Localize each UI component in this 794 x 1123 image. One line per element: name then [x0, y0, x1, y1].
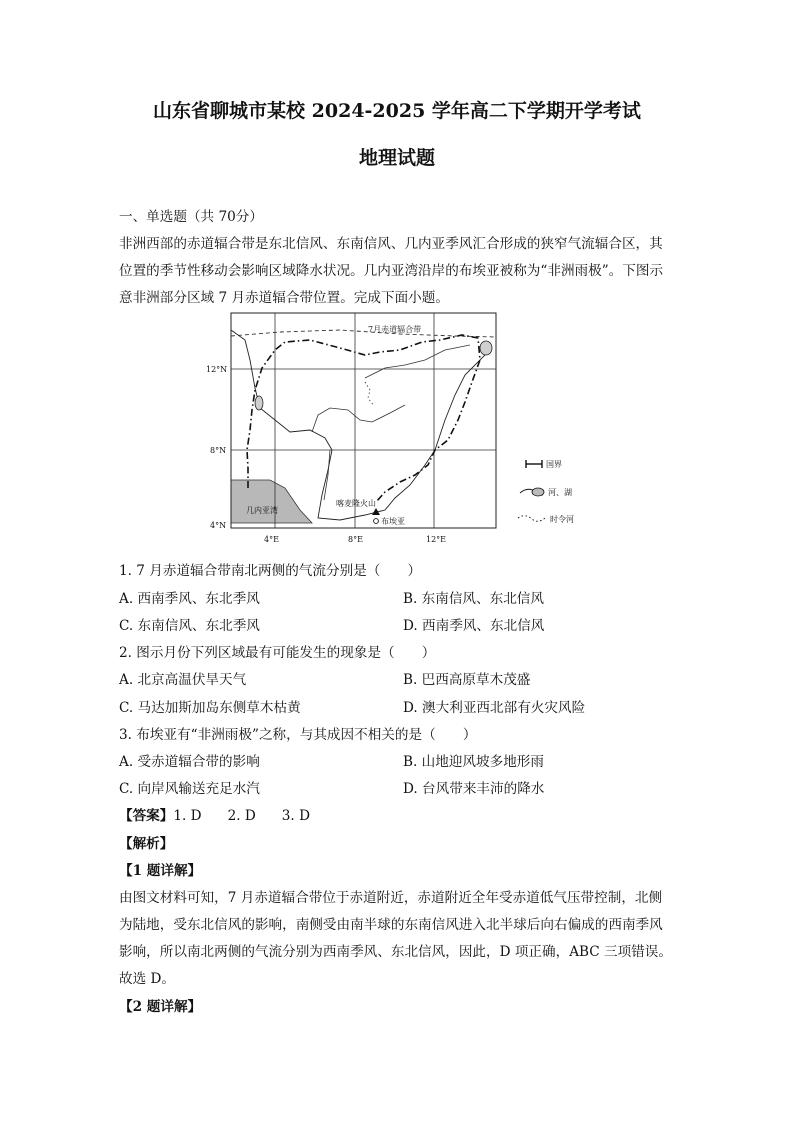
- option-a: A. 受赤道辐合带的影响: [119, 754, 260, 770]
- lake: [255, 396, 263, 410]
- passage-line: 意非洲部分区域 7 月赤道辐合带位置。完成下面小题。: [119, 290, 449, 306]
- answer-item: 2. D: [227, 808, 256, 824]
- question-stem: 1. 7 月赤道辐合带南北两侧的气流分别是（ ）: [119, 563, 422, 579]
- lon-label: 4°E: [264, 535, 279, 544]
- answer-item: 1. D: [173, 808, 202, 824]
- paper-title: 山东省聊城市某校 2024-2025 学年高二下学期开学考试: [153, 100, 641, 122]
- legend-river-label: 河、湖: [548, 488, 572, 497]
- explanation-line: 故选 D。: [119, 971, 176, 987]
- explanation-line: 为陆地，受东北信风的影响，南侧受由南半球的东南信风进入北半球后向右偏成的西南季风: [119, 917, 663, 933]
- africa-itcz-map: [200, 310, 600, 546]
- itcz-label: 7月赤道辐合带: [368, 325, 422, 334]
- option-d: D. 西南季风、东北信风: [403, 618, 545, 634]
- gulf-label: 几内亚湾: [246, 506, 278, 515]
- option-c: C. 向岸风输送充足水汽: [119, 781, 260, 797]
- itcz-line: [231, 330, 496, 337]
- gulf-of-guinea-area: [231, 480, 312, 523]
- answer-label: 【答案】: [119, 808, 174, 824]
- legend-seasonal-icon: [518, 516, 545, 522]
- lat-label: 8°N: [210, 446, 227, 455]
- option-a: A. 西南季风、东北季风: [119, 591, 260, 607]
- section-heading: 一、单选题（共 70分）: [119, 209, 263, 225]
- detail-label: 【2 题详解】: [119, 999, 202, 1015]
- volcano-label: 喀麦隆火山: [336, 499, 376, 508]
- question-stem: 3. 布埃亚有“非洲雨极”之称，与其成因不相关的是（ ）: [119, 727, 477, 743]
- option-c: C. 东南信风、东北季风: [119, 618, 260, 634]
- river: [365, 345, 470, 378]
- passage-line: 位置的季节性移动会影响区域降水状况。几内亚湾沿岸的布埃亚被称为“非洲雨极”。下图示: [119, 263, 664, 279]
- option-d: D. 澳大利亚西北部有火灾风险: [403, 700, 586, 716]
- seasonal-river: [365, 382, 374, 406]
- paper-subtitle: 地理试题: [358, 147, 435, 169]
- legend-seasonal-label: 时令河: [550, 515, 574, 524]
- analysis-label: 【解析】: [119, 836, 174, 852]
- lon-label: 8°E: [348, 535, 363, 544]
- lake-chad: [480, 341, 492, 355]
- passage-line: 非洲西部的赤道辐合带是东北信风、东南信风、几内亚季风汇合形成的狭窄气流辐合区，其: [119, 236, 663, 252]
- answer-line: [119, 804, 336, 824]
- option-b: B. 东南信风、东北信风: [403, 591, 544, 607]
- answer-item: 3. D: [281, 808, 310, 824]
- national-border: [247, 335, 480, 502]
- city-marker-icon: [374, 519, 379, 524]
- option-b: B. 山地迎风坡多地形雨: [403, 754, 544, 770]
- lon-label: 12°E: [426, 535, 447, 544]
- legend-border-label: 国界: [546, 460, 562, 469]
- option-d: D. 台风带来丰沛的降水: [403, 781, 545, 797]
- lat-label: 4°N: [210, 521, 227, 530]
- option-a: A. 北京高温伏旱天气: [119, 672, 247, 688]
- river: [312, 405, 405, 432]
- explanation-line: 影响，所以南北两侧的气流分别为西南季风、东北信风，因此，D 项正确，ABC 三项错误。: [119, 944, 672, 960]
- explanation-line: 由图文材料可知，7 月赤道辐合带位于赤道附近，赤道附近全年受赤道低气压带控制，北侧: [119, 890, 663, 906]
- option-b: B. 巴西高原草木茂盛: [403, 672, 531, 688]
- legend-lake-icon: [532, 488, 544, 496]
- question-stem: 2. 图示月份下列区域最有可能发生的现象是（ ）: [119, 645, 436, 661]
- option-c: C. 马达加斯加岛东侧草木枯黄: [119, 700, 301, 716]
- map-legend: [518, 460, 574, 524]
- city-label: 布埃亚: [381, 517, 405, 526]
- detail-label: 【1 题详解】: [119, 863, 202, 879]
- lat-label: 12°N: [206, 365, 228, 374]
